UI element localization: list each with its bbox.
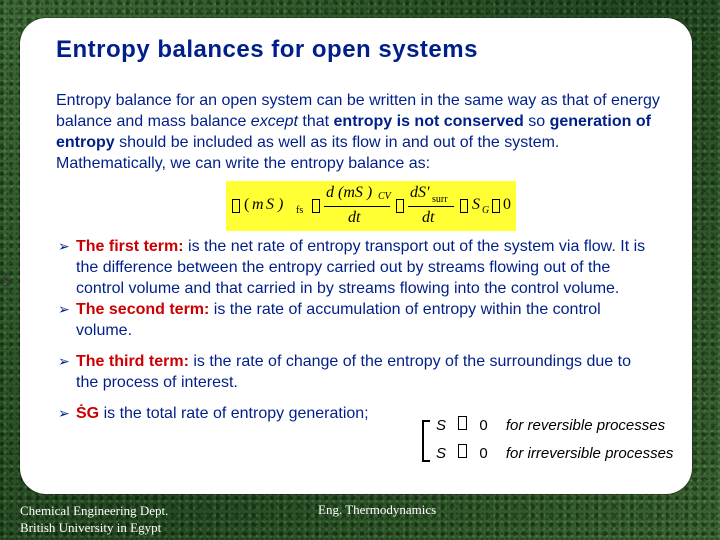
eq-m: m [252, 196, 264, 213]
eq-sg: S [472, 196, 480, 213]
side-mark: S [2, 270, 11, 290]
intro-text-3: so [523, 113, 550, 130]
intro-not-conserved: entropy is not conserved [333, 113, 524, 130]
bullet-text: is the rate of change of the entropy of the surroundings due to the process of interest. [76, 353, 631, 391]
fraction-bar [408, 206, 454, 207]
footer-dept-line1: Chemical Engineering Dept. [20, 503, 169, 518]
intro-text-1: Entropy balance for an open system can be written in the same way as that of energy balance and mass balance [56, 92, 660, 130]
eq-sub-surr: surr [432, 194, 448, 205]
intro-generation: generation of entropy [56, 113, 651, 151]
bullet-term: The first term: [76, 238, 184, 255]
slide-title: Entropy balances for open systems [56, 36, 478, 63]
case-lhs: S [436, 445, 447, 462]
case-rel: 0 [479, 417, 488, 434]
eq-sub-cv: CV [378, 191, 391, 202]
case-label: for reversible processes [505, 417, 666, 434]
case-label: for irreversible processes [505, 445, 674, 462]
symbol-box [460, 199, 468, 213]
eq-sub-fs: fs [296, 205, 304, 216]
eq-paren: ( [244, 196, 250, 213]
eq-dt: dt [422, 209, 435, 226]
arrow-bullet-icon: ➢ [58, 353, 70, 369]
symbol-box [492, 199, 500, 213]
bullet-second-term [56, 299, 656, 341]
eq-rhs: 0 [503, 196, 511, 213]
intro-paragraph [56, 90, 666, 174]
footer-dept-line2: British University in Egypt [20, 520, 162, 535]
eq-s: S ) [266, 196, 284, 213]
bullet-text: is the net rate of entropy transport out of the system via flow. It is the difference between the entropy carried out by streams flowing out of the control volume and that carried in by streams flowing into the control volume. [76, 238, 646, 297]
bullet-list [56, 236, 656, 424]
eq-dt: dt [348, 209, 361, 226]
eq-dms: d (mS ) [326, 184, 373, 201]
arrow-bullet-icon: ➢ [58, 238, 70, 254]
bullet-third-term [56, 351, 656, 393]
symbol-box [312, 199, 320, 213]
eq-sub-g: G [482, 205, 490, 216]
bullet-text: is the total rate of entropy generation; [99, 405, 369, 422]
case-rel: 0 [479, 445, 488, 462]
symbol-box [458, 416, 467, 430]
bullet-term: ṠG [76, 405, 100, 422]
generation-cases [422, 414, 712, 464]
footer-course: Eng. Thermodynamics [318, 502, 437, 517]
bullet-first-term [56, 236, 656, 299]
bullet-text: is the rate of accumulation of entropy within the control volume. [76, 301, 601, 339]
symbol-box [232, 199, 240, 213]
symbol-box [458, 444, 467, 458]
arrow-bullet-icon: ➢ [58, 301, 70, 317]
case-lhs: S [436, 417, 447, 434]
fraction-bar [324, 206, 390, 207]
intro-except: except [250, 113, 298, 130]
symbol-box [396, 199, 404, 213]
arrow-bullet-icon: ➢ [58, 405, 70, 421]
entropy-balance-equation [226, 181, 516, 231]
case-irreversible [436, 444, 673, 462]
brace-icon [422, 420, 430, 462]
intro-text-2: that [297, 113, 334, 130]
bullet-term: The third term: [76, 353, 189, 370]
intro-text-4: should be included as well as its flow in and out of the system. Mathematically, we can write the entropy balance as: [56, 134, 560, 172]
footer-department [20, 502, 168, 536]
eq-dsurr: dS' [410, 184, 430, 201]
case-reversible [436, 416, 665, 434]
bullet-term: The second term: [76, 301, 210, 318]
